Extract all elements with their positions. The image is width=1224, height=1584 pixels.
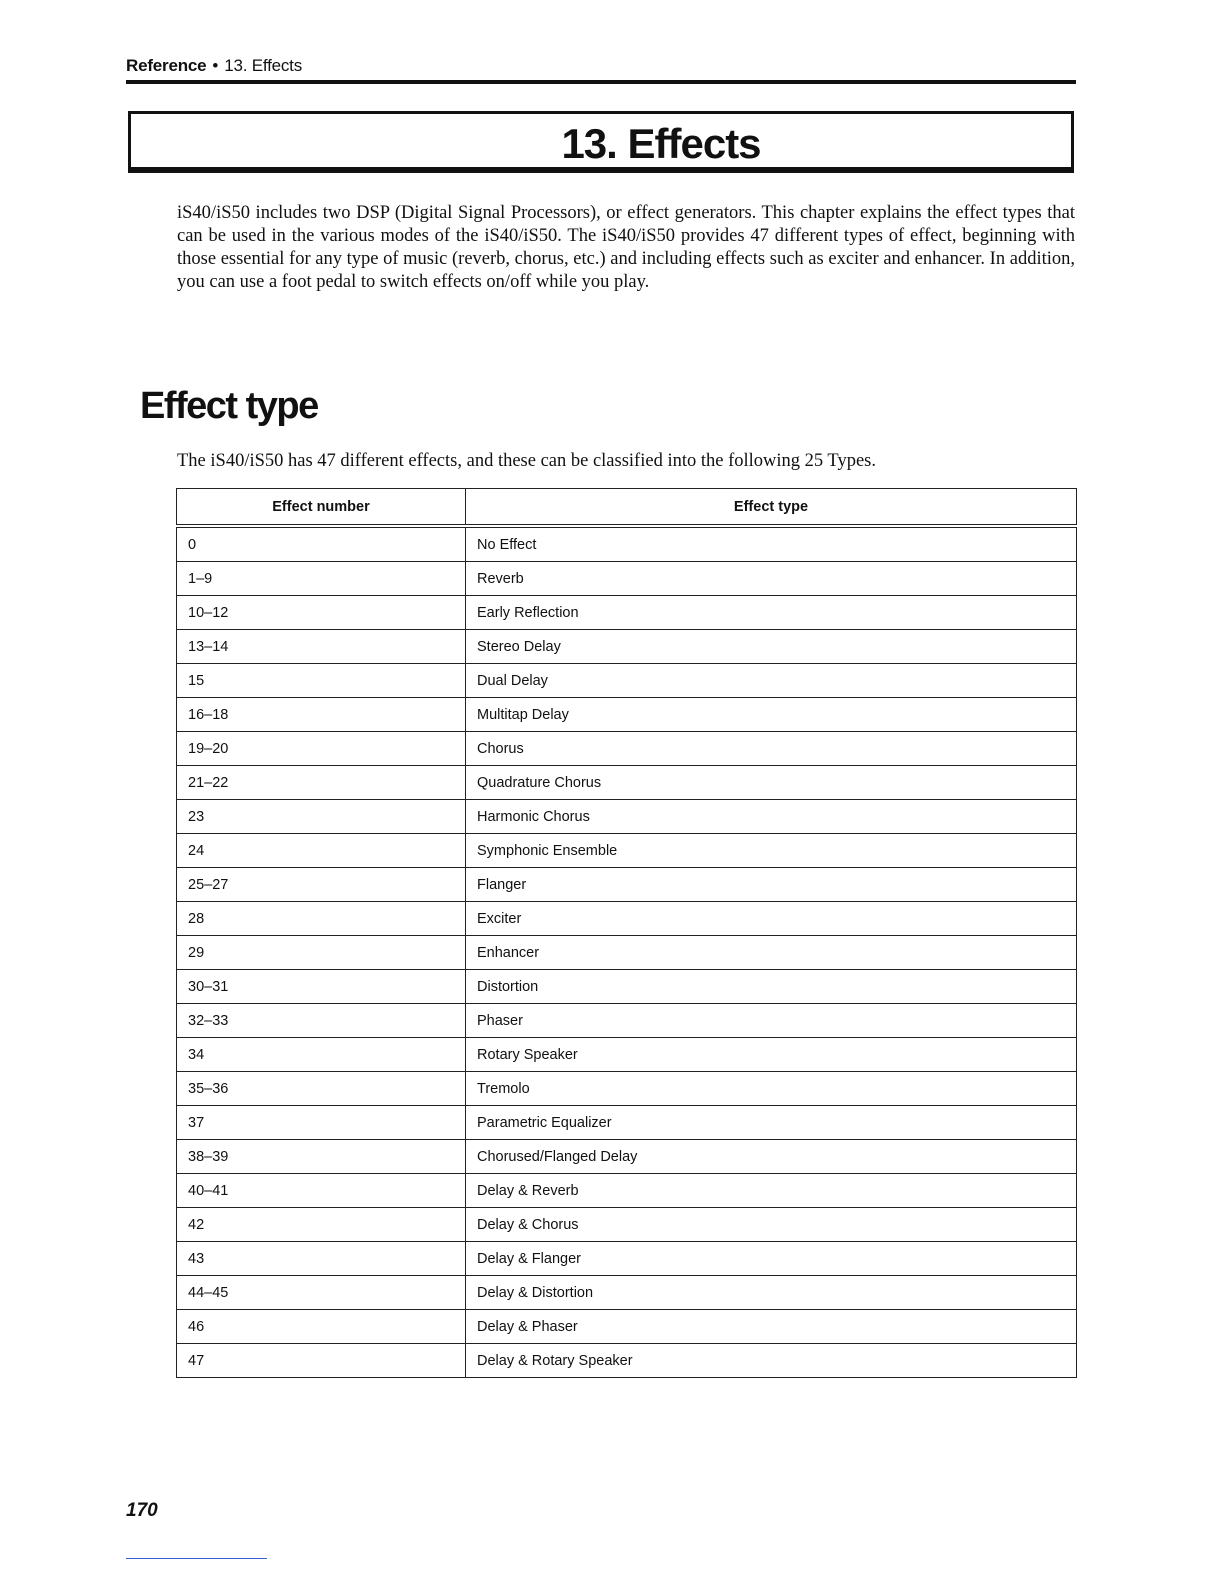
- effect-number-cell: 32–33: [177, 1004, 466, 1038]
- effect-type-cell: Exciter: [466, 902, 1077, 936]
- effect-type-cell: Chorused/Flanged Delay: [466, 1140, 1077, 1174]
- effects-table: [176, 488, 1077, 1378]
- table-row: [177, 766, 1077, 800]
- table-row: [177, 902, 1077, 936]
- section-heading: Effect type: [140, 385, 318, 427]
- table-row: [177, 1344, 1077, 1378]
- running-head: [126, 56, 302, 76]
- table-row: [177, 936, 1077, 970]
- chapter-title: 13. Effects: [561, 120, 761, 167]
- table-row: [177, 698, 1077, 732]
- table-row: [177, 800, 1077, 834]
- table-row: [177, 1174, 1077, 1208]
- table-row: [177, 526, 1077, 562]
- effect-number-cell: 16–18: [177, 698, 466, 732]
- effect-type-cell: Delay & Rotary Speaker: [466, 1344, 1077, 1378]
- effect-type-cell: Reverb: [466, 562, 1077, 596]
- effect-type-cell: No Effect: [466, 526, 1077, 562]
- effect-number-cell: 35–36: [177, 1072, 466, 1106]
- effect-type-cell: Delay & Reverb: [466, 1174, 1077, 1208]
- effect-number-cell: 46: [177, 1310, 466, 1344]
- header-effect-number: Effect number: [177, 489, 466, 527]
- effect-type-cell: Parametric Equalizer: [466, 1106, 1077, 1140]
- running-head-chapter: 13. Effects: [224, 56, 302, 75]
- footer-rule: [126, 1558, 267, 1559]
- table-row: [177, 562, 1077, 596]
- effect-number-cell: 47: [177, 1344, 466, 1378]
- effect-type-cell: Harmonic Chorus: [466, 800, 1077, 834]
- effect-number-cell: 25–27: [177, 868, 466, 902]
- effect-type-cell: Stereo Delay: [466, 630, 1077, 664]
- effect-number-cell: 37: [177, 1106, 466, 1140]
- effect-number-cell: 40–41: [177, 1174, 466, 1208]
- effect-type-cell: Dual Delay: [466, 664, 1077, 698]
- table-row: [177, 1208, 1077, 1242]
- effect-number-cell: 43: [177, 1242, 466, 1276]
- running-head-bullet: •: [212, 56, 219, 75]
- effect-type-cell: Delay & Distortion: [466, 1276, 1077, 1310]
- effect-number-cell: 10–12: [177, 596, 466, 630]
- effect-number-cell: 34: [177, 1038, 466, 1072]
- effect-number-cell: 44–45: [177, 1276, 466, 1310]
- effect-type-cell: Tremolo: [466, 1072, 1077, 1106]
- effect-number-cell: 28: [177, 902, 466, 936]
- table-row: [177, 1242, 1077, 1276]
- effect-type-cell: Early Reflection: [466, 596, 1077, 630]
- header-rule: [126, 80, 1076, 84]
- effect-type-cell: Multitap Delay: [466, 698, 1077, 732]
- table-row: [177, 596, 1077, 630]
- effect-type-cell: Rotary Speaker: [466, 1038, 1077, 1072]
- table-row: [177, 1276, 1077, 1310]
- effect-type-cell: Delay & Phaser: [466, 1310, 1077, 1344]
- effect-type-cell: Delay & Chorus: [466, 1208, 1077, 1242]
- table-row: [177, 1140, 1077, 1174]
- effect-number-cell: 23: [177, 800, 466, 834]
- effect-type-cell: Quadrature Chorus: [466, 766, 1077, 800]
- section-lead: The iS40/iS50 has 47 different effects, and these can be classified into the following 25 Types.: [177, 451, 876, 471]
- table-row: [177, 970, 1077, 1004]
- header-effect-type: Effect type: [466, 489, 1077, 527]
- table-row: [177, 834, 1077, 868]
- table-row: [177, 630, 1077, 664]
- running-head-section: Reference: [126, 56, 207, 75]
- effect-number-cell: 15: [177, 664, 466, 698]
- effect-type-cell: Symphonic Ensemble: [466, 834, 1077, 868]
- effect-number-cell: 21–22: [177, 766, 466, 800]
- effect-number-cell: 1–9: [177, 562, 466, 596]
- table-row: [177, 732, 1077, 766]
- effect-number-cell: 42: [177, 1208, 466, 1242]
- effect-type-cell: Phaser: [466, 1004, 1077, 1038]
- table-row: [177, 1072, 1077, 1106]
- effect-type-cell: Delay & Flanger: [466, 1242, 1077, 1276]
- effect-number-cell: 29: [177, 936, 466, 970]
- intro-paragraph: iS40/iS50 includes two DSP (Digital Signal Processors), or effect generators. This chapter explains the effect types that can be used in the various modes of the iS40/iS50. The iS40/iS50 provides 47 different types of effect, beginning with those essential for any type of music (reverb, chorus, etc.) and including effects such as exciter and enhancer. In addition, you can use a foot pedal to switch effects on/off while you play.: [177, 203, 1075, 292]
- effect-number-cell: 24: [177, 834, 466, 868]
- table-row: [177, 868, 1077, 902]
- effect-number-cell: 13–14: [177, 630, 466, 664]
- table-header-row: [177, 489, 1077, 527]
- table-row: [177, 1310, 1077, 1344]
- chapter-title-box: [128, 111, 1074, 173]
- table-row: [177, 664, 1077, 698]
- page-number: 170: [126, 1500, 158, 1521]
- table-row: [177, 1004, 1077, 1038]
- effect-number-cell: 30–31: [177, 970, 466, 1004]
- effect-type-cell: Distortion: [466, 970, 1077, 1004]
- effect-number-cell: 0: [177, 526, 466, 562]
- table-row: [177, 1038, 1077, 1072]
- table-row: [177, 1106, 1077, 1140]
- effect-type-cell: Flanger: [466, 868, 1077, 902]
- effect-type-cell: Chorus: [466, 732, 1077, 766]
- effect-number-cell: 19–20: [177, 732, 466, 766]
- effect-number-cell: 38–39: [177, 1140, 466, 1174]
- effect-type-cell: Enhancer: [466, 936, 1077, 970]
